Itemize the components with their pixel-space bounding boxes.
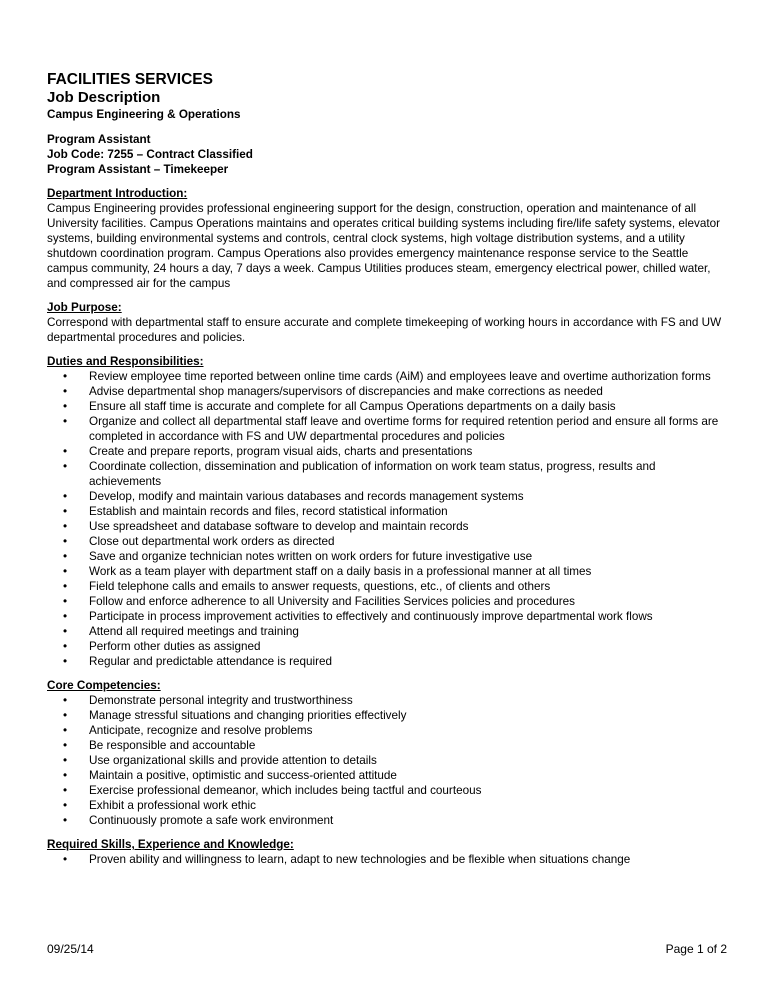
section-duties <box>47 354 727 669</box>
list-item: • Be responsible and accountable <box>47 738 727 753</box>
list-item: • Advise departmental shop managers/supervisors of discrepancies and make corrections as needed <box>47 384 727 399</box>
section-text: Correspond with departmental staff to ensure accurate and complete timekeeping of working hours in accordance with FS and UW departmental procedures and policies. <box>47 316 722 344</box>
list-item: • Close out departmental work orders as directed <box>47 534 727 549</box>
list-item: • Maintain a positive, optimistic and success-oriented attitude <box>47 768 727 783</box>
list-item: • Manage stressful situations and changing priorities effectively <box>47 708 727 723</box>
list-item: • Proven ability and willingness to learn, adapt to new technologies and be flexible when situations change <box>47 852 727 867</box>
section-heading: Required Skills, Experience and Knowledge: <box>47 838 294 851</box>
duties-list <box>47 369 727 669</box>
list-item: • Develop, modify and maintain various databases and records management systems <box>47 489 727 504</box>
job-code: Job Code: 7255 – Contract Classified <box>47 148 253 161</box>
section-competencies <box>47 678 727 828</box>
list-item: • Follow and enforce adherence to all University and Facilities Services policies and procedures <box>47 594 727 609</box>
list-item: • Work as a team player with department staff on a daily basis in a professional manner at all times <box>47 564 727 579</box>
list-item: • Establish and maintain records and files, record statistical information <box>47 504 727 519</box>
page-number: Page 1 of 2 <box>665 942 727 956</box>
list-item: • Anticipate, recognize and resolve problems <box>47 723 727 738</box>
document-title: FACILITIES SERVICES <box>47 71 213 88</box>
list-item: • Attend all required meetings and training <box>47 624 727 639</box>
section-heading: Duties and Responsibilities: <box>47 355 204 368</box>
section-department-intro <box>47 186 727 291</box>
list-item: • Review employee time reported between online time cards (AiM) and employees leave and overtime authorization forms <box>47 369 727 384</box>
list-item: • Ensure all staff time is accurate and complete for all Campus Operations departments on a daily basis <box>47 399 727 414</box>
section-heading: Department Introduction: <box>47 187 188 200</box>
list-item: • Use spreadsheet and database software to develop and maintain records <box>47 519 727 534</box>
section-text: Campus Engineering provides professional engineering support for the design, construction, operation and maintenance of all University facilities. Campus Operations maintains and operates critical building systems including fire/life safety systems, elevator systems, building environmental systems and controls, central clock systems, high voltage distribution systems, and a utility shutdown coordination program. Campus Operations also provides emergency maintenance response service to the Seattle campus community, 24 hours a day, 7 days a week. Campus Utilities produces steam, emergency electrical power, chilled water, and compressed air for the campus <box>47 202 720 290</box>
section-skills <box>47 837 727 867</box>
list-item: • Exhibit a professional work ethic <box>47 798 727 813</box>
position-title: Program Assistant <box>47 133 151 146</box>
list-item: • Coordinate collection, dissemination and publication of information on work team status, progress, results and achievements <box>47 459 727 489</box>
list-item: • Create and prepare reports, program visual aids, charts and presentations <box>47 444 727 459</box>
list-item: • Participate in process improvement activities to effectively and continuously improve departmental work flows <box>47 609 727 624</box>
working-title: Program Assistant – Timekeeper <box>47 163 229 176</box>
unit-name: Campus Engineering & Operations <box>47 108 241 121</box>
list-item: • Exercise professional demeanor, which includes being tactful and courteous <box>47 783 727 798</box>
footer-date: 09/25/14 <box>47 942 94 956</box>
document-page <box>47 71 727 867</box>
list-item: • Field telephone calls and emails to answer requests, questions, etc., of clients and others <box>47 579 727 594</box>
competencies-list <box>47 693 727 828</box>
list-item: • Save and organize technician notes written on work orders for future investigative use <box>47 549 727 564</box>
list-item: • Use organizational skills and provide attention to details <box>47 753 727 768</box>
list-item: • Perform other duties as assigned <box>47 639 727 654</box>
list-item: • Organize and collect all departmental staff leave and overtime forms for required retention period and ensure all forms are completed in accordance with FS and UW departmental procedures and policies <box>47 414 727 444</box>
list-item: • Continuously promote a safe work environment <box>47 813 727 828</box>
list-item: • Regular and predictable attendance is required <box>47 654 727 669</box>
document-subtitle: Job Description <box>47 89 161 106</box>
section-job-purpose <box>47 300 727 345</box>
section-heading: Job Purpose: <box>47 301 122 314</box>
skills-list <box>47 852 727 867</box>
section-heading: Core Competencies: <box>47 679 161 692</box>
list-item: • Demonstrate personal integrity and trustworthiness <box>47 693 727 708</box>
